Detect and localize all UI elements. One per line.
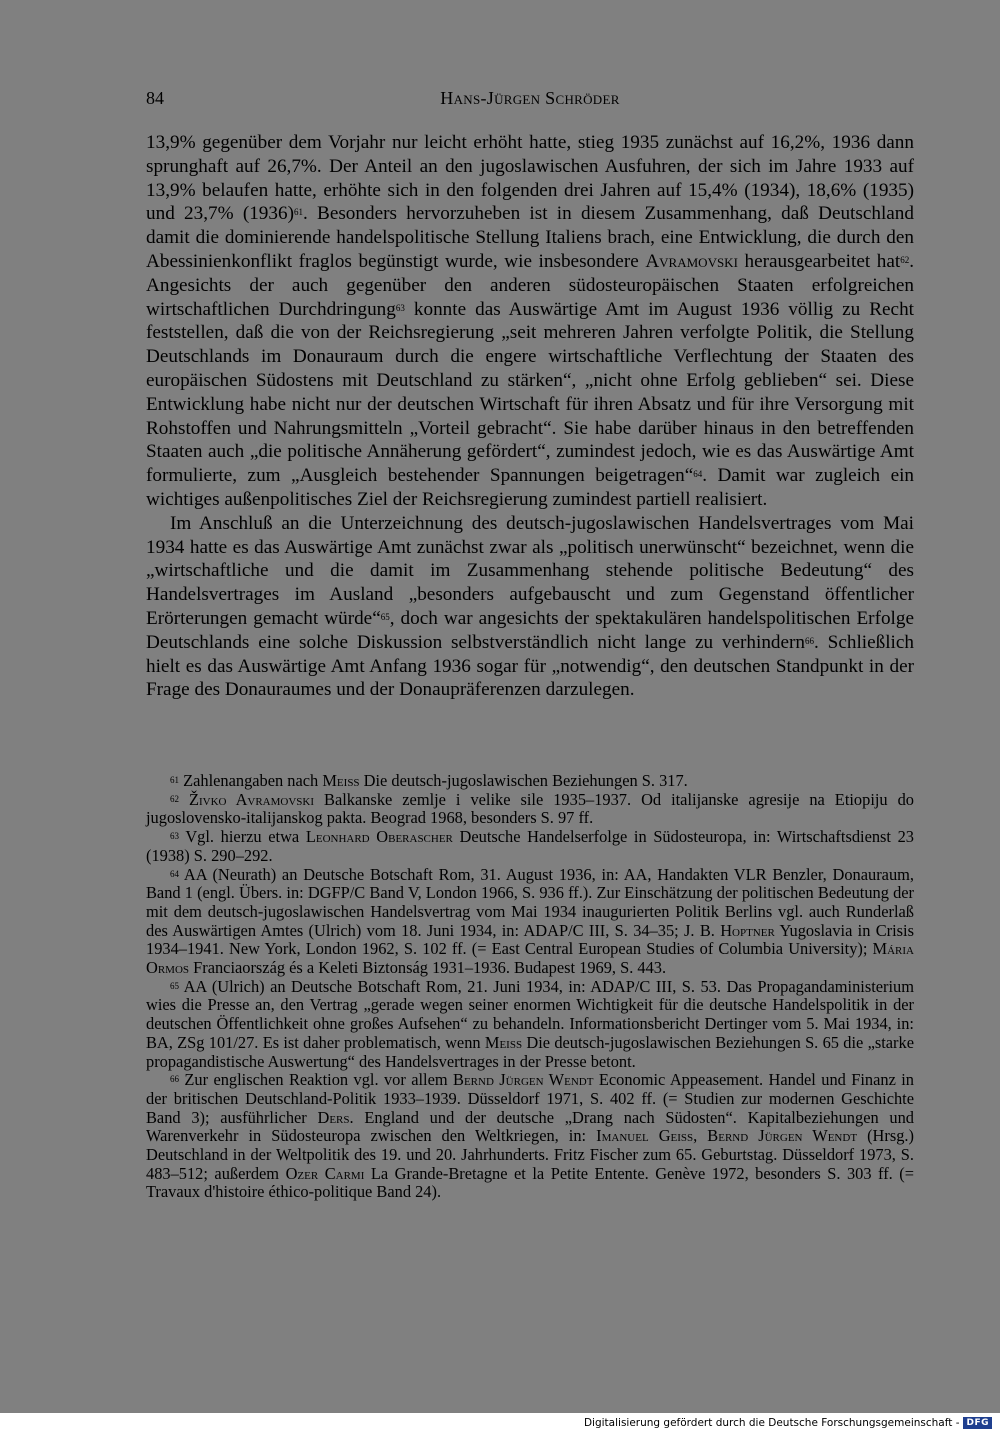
footnote-marker: 66 xyxy=(805,635,815,646)
footnote-marker: 62 xyxy=(170,793,179,804)
footnotes xyxy=(146,772,914,1202)
footnote-marker: 65 xyxy=(380,611,390,622)
body-paragraph xyxy=(146,512,914,702)
text-run xyxy=(179,790,189,809)
text-run: Yugoslavia in Crisis 1934–1941. New York, London 1962, S. 102 ff. (= East Central European Studies of Columbia University); xyxy=(146,920,914,959)
footnote xyxy=(146,772,914,791)
text-run: Balkanske zemlje i velike sile 1935–1937. Od italijanske agresije na Etiopiju do jugoslovensko-italijanskog pakta. Beograd 1968, besonders S. 97 ff. xyxy=(146,789,914,828)
text-run: . Angesichts der auch gegenüber den anderen südosteuropäischen Staaten erfolgreichen wirtschaftlichen Durchdringung xyxy=(146,250,915,320)
text-run: La Grande-Bretagne et la Petite Entente. Genève 1972, besonders S. 303 ff. (= Travaux d'histoire éthico-politique Band 24). xyxy=(146,1163,914,1202)
text-run: , doch war angesichts der spektakulären handelspolitischen Erfolge Deutschlands eine solche Diskussion selbstverständlich nicht lange zu verhindern xyxy=(146,607,914,653)
page-number: 84 xyxy=(146,88,164,108)
text-run: Zur englischen Reaktion vgl. vor allem xyxy=(179,1070,454,1090)
footnote xyxy=(146,791,914,828)
author-name: Meiss xyxy=(322,771,360,790)
footnote-marker: 64 xyxy=(693,469,703,480)
footnote-marker: 61 xyxy=(170,775,179,785)
text-run: Vgl. hierzu etwa xyxy=(179,827,306,847)
dfg-logo: DFG xyxy=(963,1417,992,1429)
text-run: AA (Neurath) an Deutsche Botschaft Rom, 31. August 1936, in: AA, Handakten VLR Benzler, Donauraum, Band 1 (engl. Übers. in: DGFP/C Band V, London 1966, S. 936 ff.). Zur Einschätzung der politischen Bedeutung der mit dem deutsch-jugoslawischen Handelsvertrag vom Mai 1934 inaugurierten Politik Berlins vgl. auch Runderlaß des Auswärtigen Amtes (Ulrich) vom 18. Juni 1934, in: ADAP/C III, S. 34–35; J. B. xyxy=(146,864,914,940)
author-name: Avramovski xyxy=(645,250,738,272)
author-name: Ders. xyxy=(317,1107,354,1127)
footnote-marker: 61 xyxy=(293,207,303,218)
footnote-marker: 63 xyxy=(170,831,179,842)
author-name: Bernd Jürgen Wendt xyxy=(453,1070,594,1090)
text-run: . Damit war zugleich ein wichtiges außenpolitisches Ziel der Reichsregierung zumindest partiell realisiert. xyxy=(146,465,915,510)
author-name: Leonhard Oberascher xyxy=(305,827,453,847)
footnote-marker: 66 xyxy=(170,1074,179,1085)
text-run: 13,9% gegenüber dem Vorjahr nur leicht erhöht hatte, stieg 1935 zunächst auf 16,2%, 1936 dann sprunghaft auf 26,7%. Der Anteil an den jugoslawischen Ausfuhren, der sich im Jahre 1933 auf 13,9% belaufen hatte, erhöhte sich in den folgenden drei Jahren auf 15,4% (1934), 18,6% (1935) und 23,7% (1936) xyxy=(146,132,914,225)
text-run: Die deutsch-jugoslawischen Beziehungen S. 317. xyxy=(359,771,688,790)
footnote-marker: 62 xyxy=(900,254,910,265)
footnote xyxy=(146,828,914,865)
body-paragraph xyxy=(146,131,914,512)
author-name: Ozer Carmi xyxy=(285,1163,365,1183)
author-name: Imanuel Geiss, Bernd Jürgen Wendt xyxy=(596,1126,858,1146)
text-run: herausgearbeitet hat xyxy=(737,250,901,272)
text-run: (Hrsg.) Deutschland in der Weltpolitik des 19. und 20. Jahrhunderts. Fritz Fischer zum 65. Geburtstag. Düsseldorf 1973, S. 483–512; außerdem xyxy=(146,1126,914,1183)
text-run: Economic Appeasement. Handel und Finanz in der britischen Deutschland-Politik 1933–1939. Düsseldorf 1971, S. 402 ff. (= Studien zur modernen Geschichte Band 3); ausführlicher xyxy=(146,1070,915,1127)
author-name: Živko Avramovski xyxy=(188,789,315,809)
author-name: Hoptner xyxy=(720,920,775,940)
footnote-marker: 63 xyxy=(395,302,405,313)
footnote xyxy=(146,978,914,1072)
footnote xyxy=(146,1071,914,1202)
funding-banner xyxy=(584,1414,992,1431)
footnote-marker: 65 xyxy=(170,980,179,991)
text-run: . Schließlich hielt es das Auswärtige Amt Anfang 1936 sogar für „notwendig“, den deutschen Standpunkt in der Frage des Donauraumes und der Donaupräferenzen darzulegen. xyxy=(146,631,914,701)
author-name: Mária Ormos xyxy=(146,939,914,978)
text-run: England und der deutsche „Drang nach Südosten“. Kapitalbeziehungen und Warenverkehr in Südosteuropa zwischen den Weltkriegen, in: xyxy=(146,1107,914,1146)
page-header xyxy=(146,88,914,114)
funding-banner-text: Digitalisierung gefördert durch die Deutsche Forschungsgemeinschaft - xyxy=(583,1416,960,1429)
text-run: AA (Ulrich) an Deutsche Botschaft Rom, 21. Juni 1934, in: ADAP/C III, S. 53. Das Propagandaministerium wies die Presse an, den Vertrag „gerade wegen seiner enormen Wichtigkeit für die deutsche Handelspolitik in der deutschen Öffentlichkeit ohne großes Aufsehen“ zu behandeln. Informationsbericht Dertinger vom 5. Mai 1934, in: BA, ZSg 101/27. Es ist daher problematisch, wenn xyxy=(146,976,914,1052)
footnote-marker: 64 xyxy=(170,868,179,879)
author-name: Meiss xyxy=(484,1032,523,1052)
footnote xyxy=(146,866,914,978)
text-run: Franciaország és a Keleti Biztonság 1931–1936. Budapest 1969, S. 443. xyxy=(189,958,667,978)
text-run: Deutsche Handelserfolge in Südosteuropa, in: Wirtschaftsdienst 23 (1938) S. 290–292. xyxy=(146,827,915,865)
text-run: Zahlenangaben nach xyxy=(179,771,323,790)
text-run: Im Anschluß an die Unterzeichnung des deutsch-jugoslawischen Handelsvertrages vom Mai 1934 hatte es das Auswärtige Amt zunächst zwar als „politisch unerwünscht“ bezeichnet, wenn die „wirtschaftliche und die damit im Zusammenhang stehende politische Bedeutung“ des Handelsvertrages im Ausland „besonders aufgebauscht und zum Gegenstand öffentlicher Erörterungen gemacht würde“ xyxy=(146,512,914,629)
text-run: . Besonders hervorzuheben ist in diesem Zusammenhang, daß Deutschland damit die dominierende handelspolitische Stellung Italiens brach, eine Entwicklung, die durch den Abessinienkonflikt fraglos begünstigt wurde, wie insbesondere xyxy=(146,203,914,272)
running-title: Hans-Jürgen Schröder xyxy=(440,88,620,108)
body-text xyxy=(146,131,914,702)
text-run: Die deutsch-jugoslawischen Beziehungen S. 65 die „starke propagandistische Auswertung“ des Handelsvertrages in der Presse betont. xyxy=(146,1032,914,1071)
text-run: konnte das Auswärtige Amt im August 1936 völlig zu Recht feststellen, daß die von der Reichsregierung „seit mehreren Jahren verfolgte Politik, die Stellung Deutschlands im Donauraum durch die engere wirtschaftliche Verflechtung der Staaten des europäischen Südostens mit Deutschland zu stärken“, „nicht ohne Erfolg geblieben“ sei. Diese Entwicklung habe nicht nur der deutschen Wirtschaft für ihren Absatz und für ihre Versorgung mit Rohstoffen und Nahrungsmitteln „Vorteil gebracht“. Sie habe darüber hinaus in den betreffenden Staaten auch „die politische Annäherung gefördert“, zumindest jedoch, wie es das Auswärtige Amt formulierte, zum „Ausgleich bestehender Spannungen beigetragen“ xyxy=(146,298,914,487)
